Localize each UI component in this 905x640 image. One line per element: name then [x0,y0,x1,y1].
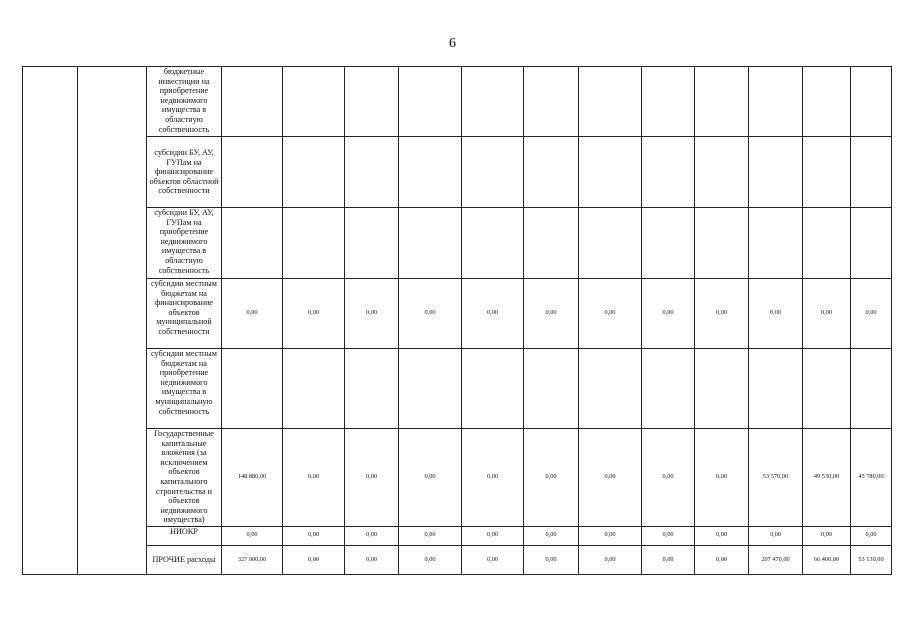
value-cell: 45 780,00 [851,429,892,527]
value-cell [222,349,283,429]
value-cell [399,137,462,208]
value-cell [345,67,399,137]
value-cell: 0,00 [695,527,749,546]
value-cell [524,349,579,429]
value-cell: 0,00 [642,429,695,527]
row-label: бюджетные инвестиции на приобретение недвижимого имущества в областную собственность [147,67,222,137]
value-cell [399,67,462,137]
value-cell: 0,00 [524,546,579,575]
budget-table [22,66,892,575]
value-cell: 0,00 [524,279,579,349]
value-cell [222,67,283,137]
table-row [23,546,892,575]
row-label: НИОКР [147,527,222,546]
value-cell [399,208,462,279]
table-row [23,137,892,208]
value-cell [462,208,524,279]
value-cell: 0,00 [345,546,399,575]
row-label: ПРОЧИЕ расходы [147,546,222,575]
value-cell [749,349,803,429]
value-cell: 0,00 [642,527,695,546]
value-cell: 66 400,00 [803,546,851,575]
value-cell: 0,00 [524,527,579,546]
table-row [23,67,892,137]
value-cell: 148 880,00 [222,429,283,527]
value-cell [749,137,803,208]
table-row [23,208,892,279]
value-cell: 0,00 [399,279,462,349]
value-cell [524,137,579,208]
value-cell: 0,00 [462,429,524,527]
value-cell: 0,00 [345,279,399,349]
value-cell: 0,00 [283,546,345,575]
value-cell: 0,00 [851,279,892,349]
value-cell: 0,00 [345,527,399,546]
value-cell: 0,00 [579,546,642,575]
value-cell [851,208,892,279]
value-cell [283,67,345,137]
row-label: субсидии местным бюджетам на финансирование объектов муниципальной собственности [147,279,222,349]
value-cell: 0,00 [524,429,579,527]
value-cell: 327 000,00 [222,546,283,575]
value-cell [462,137,524,208]
value-cell [695,67,749,137]
value-cell: 0,00 [399,429,462,527]
value-cell: 0,00 [642,546,695,575]
value-cell [579,137,642,208]
value-cell [803,208,851,279]
value-cell [283,208,345,279]
value-cell: 0,00 [462,546,524,575]
value-cell [283,349,345,429]
blank-column-cell [23,67,78,575]
value-cell [851,137,892,208]
value-cell [803,67,851,137]
table-row [23,279,892,349]
value-cell: 0,00 [283,527,345,546]
value-cell [695,208,749,279]
value-cell [851,67,892,137]
value-cell [345,208,399,279]
value-cell [695,349,749,429]
value-cell: 0,00 [579,429,642,527]
value-cell: 0,00 [803,527,851,546]
value-cell: 53 570,00 [749,429,803,527]
value-cell: 0,00 [695,279,749,349]
value-cell [642,349,695,429]
value-cell [803,349,851,429]
page-number: 6 [449,36,456,51]
value-cell: 0,00 [579,527,642,546]
value-cell [749,67,803,137]
value-cell [283,137,345,208]
value-cell [399,349,462,429]
value-cell [749,208,803,279]
value-cell: 0,00 [579,279,642,349]
value-cell [695,137,749,208]
row-label: субсидии местным бюджетам на приобретение недвижимого имущества в муниципальную собственность [147,349,222,429]
value-cell [579,349,642,429]
value-cell: 0,00 [462,527,524,546]
value-cell [345,137,399,208]
table-row [23,349,892,429]
row-label: субсидии БУ, АУ, ГУПам на приобретение недвижимого имущества в областную собственность [147,208,222,279]
value-cell: 0,00 [462,279,524,349]
value-cell [524,67,579,137]
value-cell [462,349,524,429]
value-cell [462,67,524,137]
value-cell: 207 470,00 [749,546,803,575]
row-label: Государственные капитальные вложения (за исключением объектов капитального строительства и объектов недвижимого имущества) [147,429,222,527]
table-row [23,527,892,546]
value-cell: 0,00 [222,527,283,546]
value-cell: 0,00 [345,429,399,527]
row-label: субсидии БУ, АУ, ГУПам на финансирование объектов областной собственности [147,137,222,208]
value-cell: 0,00 [283,429,345,527]
value-cell: 0,00 [222,279,283,349]
value-cell: 0,00 [749,527,803,546]
value-cell [803,137,851,208]
value-cell: 0,00 [399,527,462,546]
value-cell: 0,00 [695,546,749,575]
value-cell: 0,00 [695,429,749,527]
value-cell: 0,00 [749,279,803,349]
value-cell [222,208,283,279]
value-cell: 0,00 [399,546,462,575]
value-cell [345,349,399,429]
value-cell: 0,00 [642,279,695,349]
value-cell [642,137,695,208]
blank-column-cell [78,67,147,575]
table-row [23,429,892,527]
value-cell: 53 130,00 [851,546,892,575]
value-cell: 0,00 [851,527,892,546]
value-cell [222,137,283,208]
value-cell [579,208,642,279]
value-cell [579,67,642,137]
value-cell: 0,00 [803,279,851,349]
value-cell [642,208,695,279]
value-cell [642,67,695,137]
value-cell [851,349,892,429]
value-cell: 49 530,00 [803,429,851,527]
value-cell [524,208,579,279]
value-cell: 0,00 [283,279,345,349]
